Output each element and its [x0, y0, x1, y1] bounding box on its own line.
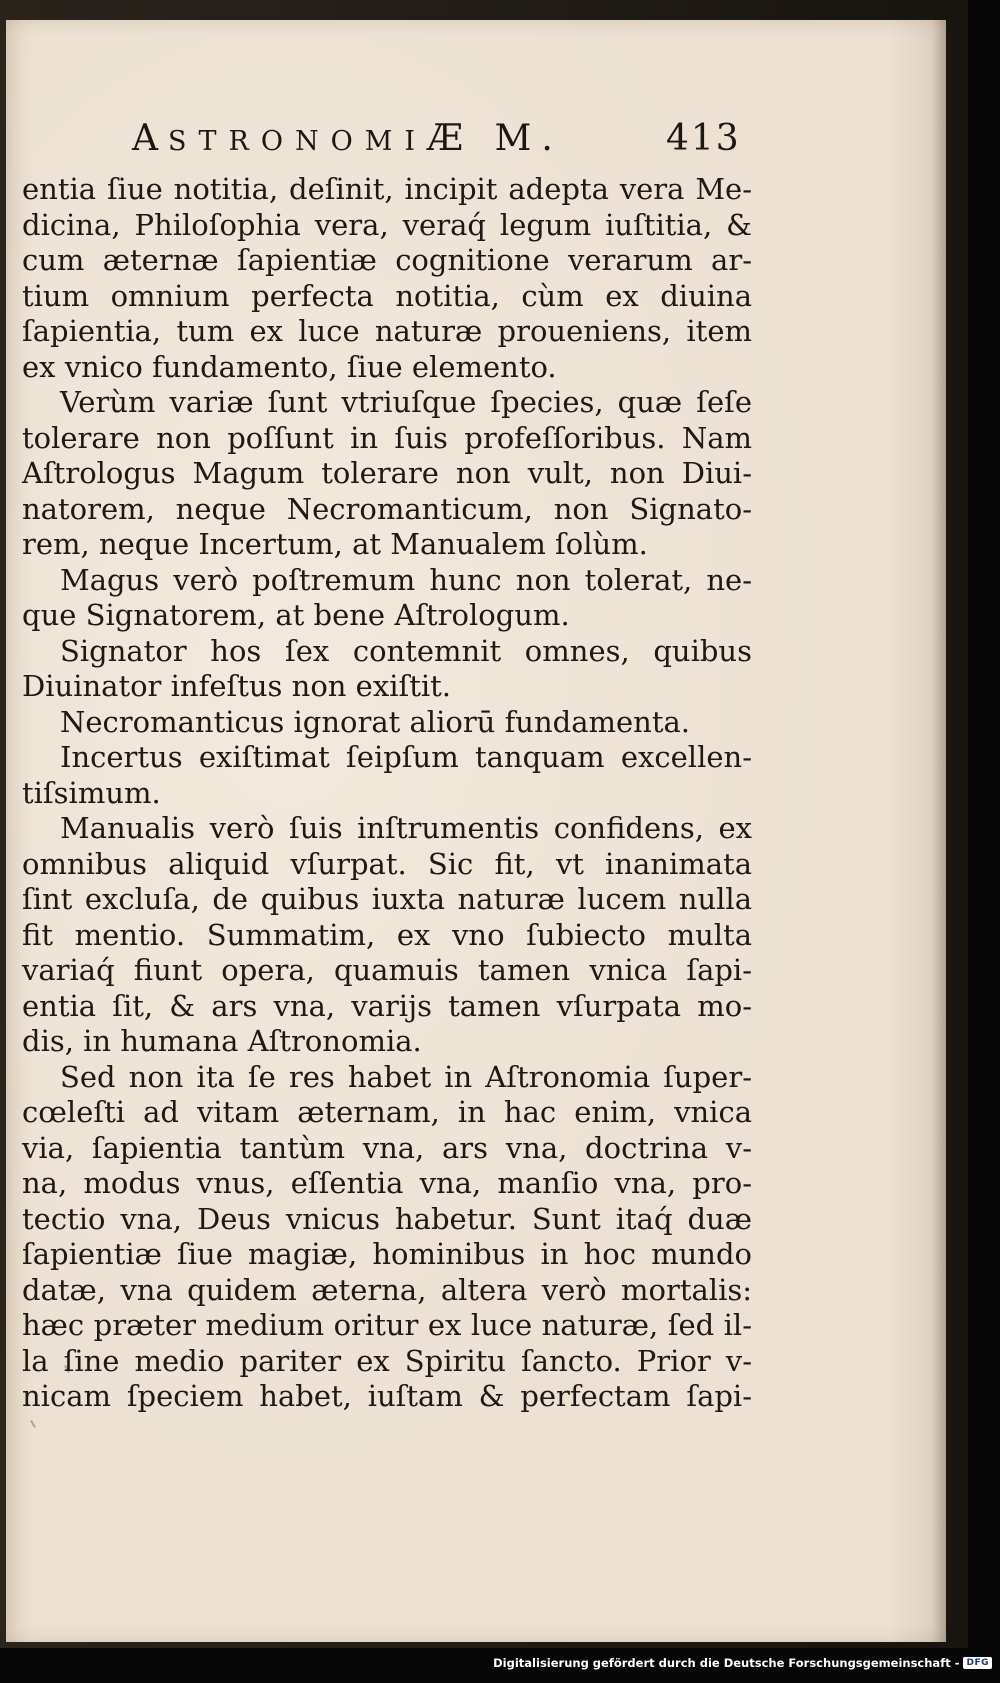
text-line: Necromanticus ignorat aliorū fundamenta. — [60, 704, 691, 739]
text-line: entia ſiue notitia, deſinit, incipit adepta vera Me- — [22, 172, 752, 206]
text-line: tectio vna, Deus vnicus habetur. Sunt itaq́ duæ — [22, 1201, 752, 1236]
text-line: que Signatorem, at bene Aſtrologum. — [22, 598, 570, 632]
text-line: Manualis verò ſuis inſtrumentis confidens, ex — [60, 811, 752, 845]
text-line: cœleſti ad vitam æternam, in hac enim, vnica — [22, 1095, 752, 1129]
text-line: ſint excluſa, de quibus iuxta naturæ lucem nulla — [22, 882, 752, 916]
text-line: Incertus exiſtimat ſeipſum tanquam excellen- — [60, 740, 752, 774]
text-line: Diuinator infeſtus non exiſtit. — [22, 669, 452, 703]
text-line: Signator hos ſex contemnit omnes, quibus — [60, 633, 752, 668]
book-page — [6, 20, 946, 1642]
running-head — [26, 102, 746, 162]
text-line: ſapientia, tum ex luce naturæ proueniens, item — [22, 314, 752, 348]
text-line: via, ſapientia tantùm vna, ars vna, doctrina v- — [22, 1130, 752, 1165]
text-line: entia ſit, & ars vna, varijs tamen vſurpata mo- — [22, 988, 752, 1023]
text-line: datæ, vna quidem æterna, altera verò mortalis: — [22, 1272, 752, 1307]
text-line: tiſsimum. — [22, 775, 161, 810]
page-gutter-shadow — [932, 20, 946, 1642]
text-line: hæc præter medium oritur ex luce naturæ, ſed il- — [22, 1308, 752, 1342]
text-line: dicina, Philoſophia vera, veraq́ legum iuſtitia, & — [22, 207, 752, 242]
text-line: ex vnico fundamento, ſiue elemento. — [22, 349, 557, 384]
text-line: omnibus aliquid vſurpat. Sic fit, vt inanimata — [22, 846, 752, 881]
text-line: variaq́ fiunt opera, quamuis tamen vnica ſapi- — [22, 953, 752, 987]
text-line: Magus verò poſtremum hunc non tolerat, ne- — [60, 562, 752, 597]
running-head-smallcaps: STRONOMI — [168, 126, 428, 157]
body-text — [22, 172, 752, 1415]
text-line: na, modus vnus, eſſentia vna, manſio vna, pro- — [22, 1166, 752, 1200]
text-line: fit mentio. Summatim, ex vno ſubiecto multa — [22, 917, 752, 952]
page-number: 413 — [666, 118, 741, 159]
text-line: Verùm variæ ſunt vtriuſque ſpecies, quæ ſeſe — [60, 385, 752, 419]
text-line: rem, neque Incertum, at Manualem ſolùm. — [22, 527, 648, 561]
text-line: tolerare non poſſunt in ſuis profeſſoribus. Nam — [22, 420, 752, 455]
text-line: Aſtrologus Magum tolerare non vult, non Diui- — [22, 456, 752, 490]
text-line: natorem, neque Necromanticum, non Signato- — [22, 491, 752, 526]
text-line: dis, in humana Aſtronomia. — [22, 1024, 422, 1058]
text-line: cum æternæ ſapientiæ cognitione verarum ar- — [22, 243, 752, 277]
text-line: nicam ſpeciem habet, iuſtam & perfectam ſapi- — [22, 1379, 752, 1413]
paper-speck — [30, 1420, 36, 1428]
running-head-ligature: Æ — [427, 118, 474, 159]
text-line: Sed non ita ſe res habet in Aſtronomia ſuper- — [60, 1059, 752, 1094]
dfg-logo: DFG — [963, 1657, 992, 1669]
text-line: la ſine medio pariter ex Spiritu ſancto. Prior v- — [22, 1343, 752, 1378]
digitization-credit — [493, 1652, 992, 1674]
text-line: ſapientiæ ſiue magiæ, hominibus in hoc mundo — [22, 1237, 752, 1271]
running-head-suffix: M. — [473, 118, 563, 159]
running-head-title — [132, 118, 563, 159]
text-line: tium omnium perfecta notitia, cùm ex diuina — [22, 278, 752, 313]
running-head-initial: A — [132, 118, 168, 159]
credit-text: Digitalisierung gefördert durch die Deutsche Forschungsgemeinschaft - — [493, 1656, 960, 1670]
